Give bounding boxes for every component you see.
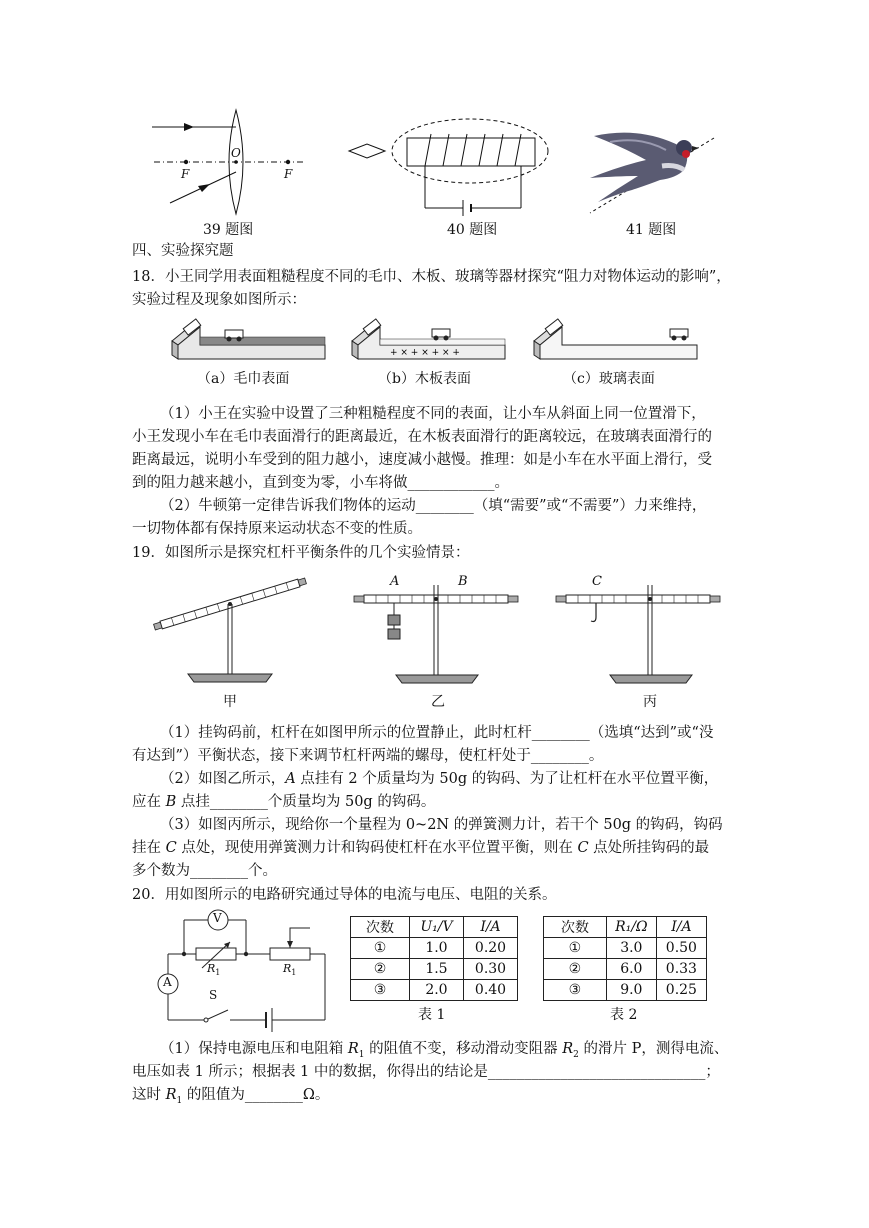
q18-stem-line2: 实验过程及现象如图所示： <box>132 292 306 308</box>
q20-part1-line3 <box>132 1085 329 1111</box>
q18-part1-line4: 到的阻力越来越小，直到变为零，小车将做____________。 <box>132 475 509 491</box>
lens-label-o: O <box>231 146 241 160</box>
q19-caption-yi: 乙 <box>431 694 445 710</box>
text-run: 点处所挂钩码的最 <box>588 840 710 856</box>
q18-part1-line1: （1）小王在实验中设置了三种粗糙程度不同的表面，让小车从斜面上同一位置滑下， <box>160 406 706 422</box>
table-2-caption: 表 2 <box>610 1007 638 1023</box>
q19-part1-line2: 有达到”）平衡状态，接下来调节杠杆两端的螺母，使杠杆处于________。 <box>132 748 604 764</box>
table-row <box>351 959 518 980</box>
lens-label-f-right: F <box>284 167 293 181</box>
q19-figure-yi <box>348 575 523 690</box>
text-run: （1）保持电源电压和电阻箱 <box>160 1041 348 1057</box>
table-header: R₁/Ω <box>606 917 656 938</box>
q18-part1-line2: 小王发现小车在毛巾表面滑行的距离最近，在木板表面滑行的距离较远，在玻璃表面滑行的 <box>132 429 712 445</box>
table-cell: 0.25 <box>656 980 706 1001</box>
switch-label: S <box>209 988 218 1002</box>
table-header: I/A <box>463 917 517 938</box>
r-subscript: 1 <box>291 968 297 978</box>
table-cell: ② <box>544 959 607 980</box>
table-row <box>351 980 518 1001</box>
table-cell: 2.0 <box>409 980 463 1001</box>
table-cell: 3.0 <box>606 938 656 959</box>
q18-caption-c: （c）玻璃表面 <box>563 371 655 387</box>
var-c: C <box>577 840 589 856</box>
section-heading: 四、实验探究题 <box>132 243 234 259</box>
q19-part1-line1: （1）挂钩码前，杠杆在如图甲所示的位置静止，此时杠杆________（选填“达到”或“没 <box>160 725 714 741</box>
var-b: B <box>165 794 177 810</box>
table-cell: 6.0 <box>606 959 656 980</box>
q20-circuit <box>150 906 335 1026</box>
r-subscript: 1 <box>215 968 221 978</box>
q18-part2-line2: 一切物体都有保持原来运动状态不变的性质。 <box>132 521 422 537</box>
caption-41: 41 题图 <box>626 222 677 238</box>
incline-towel <box>170 315 330 365</box>
incline-wood <box>350 315 510 365</box>
var-r: R <box>562 1041 574 1057</box>
table-cell: 0.30 <box>463 959 517 980</box>
table-1-caption: 表 1 <box>418 1007 446 1023</box>
text-run: 的阻值不变，移动滑动变阻器 <box>364 1041 563 1057</box>
table-cell: ③ <box>351 980 410 1001</box>
solenoid-diagram <box>345 110 555 220</box>
q20-part1-line1 <box>160 1039 728 1065</box>
rheostat-label <box>283 962 296 977</box>
swallow-image <box>580 118 720 218</box>
text-run: 点挂________个质量均为 50g 的钩码。 <box>176 794 436 810</box>
var-r: R <box>347 1041 359 1057</box>
var-c: C <box>165 840 177 856</box>
table-cell: ② <box>351 959 410 980</box>
voltmeter-label: V <box>213 911 222 925</box>
table-row <box>351 938 518 959</box>
q19-figure-bing <box>550 575 725 690</box>
lever-with-weights <box>348 575 523 690</box>
lens-diagram <box>150 105 320 215</box>
table-cell: 0.33 <box>656 959 706 980</box>
ammeter-label: A <box>163 975 172 989</box>
q19-label-c: C <box>592 574 602 589</box>
q18-figure-wood <box>350 315 510 365</box>
table-header: 次数 <box>544 917 607 938</box>
q19-figure-jia <box>148 570 313 690</box>
var-r: R <box>165 1087 177 1103</box>
table-cell: ③ <box>544 980 607 1001</box>
table-header: 次数 <box>351 917 410 938</box>
q18-stem-line1: 18．小王同学用表面粗糙程度不同的毛巾、木板、玻璃等器材探究“阻力对物体运动的影响”， <box>132 269 731 285</box>
text-run: 的滑片 P，测得电流、 <box>578 1041 729 1057</box>
r-symbol: R <box>207 962 216 975</box>
incline-glass <box>532 315 702 365</box>
lever-with-hook <box>550 575 725 690</box>
table-cell: 1.5 <box>409 959 463 980</box>
q19-caption-bing: 丙 <box>643 694 657 710</box>
circuit-diagram <box>150 906 335 1026</box>
text-run: 的阻值为________Ω。 <box>182 1087 330 1103</box>
q18-figure-towel <box>170 315 330 365</box>
q18-part1-line3: 距离最远，说明小车受到的阻力越小，速度减小越慢。推理：如是小车在水平面上滑行，受 <box>132 452 712 468</box>
q18-part2-line1: （2）牛顿第一定律告诉我们物体的运动________（填“需要”或“不需要”）力来维持， <box>160 498 707 514</box>
q19-label-a: A <box>390 574 400 589</box>
subscript: 1 <box>358 1049 365 1060</box>
text-run: 这时 <box>132 1087 166 1103</box>
q19-part3-line2 <box>132 838 709 858</box>
var-a: A <box>285 771 296 787</box>
subscript: 1 <box>176 1095 183 1106</box>
text-run: 应在 <box>132 794 166 810</box>
table-row <box>544 980 707 1001</box>
figure-40-solenoid <box>345 110 555 220</box>
table-header-row <box>544 917 707 938</box>
caption-39: 39 题图 <box>203 222 254 238</box>
q19-part2-line2 <box>132 792 435 812</box>
svg-text:+ × + × + × +: + × + × + × + <box>390 348 460 358</box>
table-1 <box>350 916 518 1001</box>
table-cell: ① <box>351 938 410 959</box>
text-run: 点处，现使用弹簧测力计和钩码使杠杆在水平位置平衡，则在 <box>176 840 578 856</box>
q18-caption-a: （a）毛巾表面 <box>197 371 290 387</box>
q19-label-b: B <box>458 574 468 589</box>
q19-caption-jia: 甲 <box>223 694 237 710</box>
figure-41-swallow <box>580 118 720 218</box>
q18-figure-glass <box>532 315 702 365</box>
subscript: 2 <box>573 1049 579 1060</box>
table-row <box>544 938 707 959</box>
table-cell: 0.20 <box>463 938 517 959</box>
text-run: 挂在 <box>132 840 166 856</box>
text-run: （2）如图乙所示， <box>160 771 286 787</box>
q19-part3-line1: （3）如图丙所示，现给你一个量程为 0~2N 的弹簧测力计，若干个 50g 的钩码，钩码 <box>160 817 723 833</box>
q20-part1-line2: 电压如表 1 所示；根据表 1 中的数据，你得出的结论是______________________________； <box>132 1064 720 1080</box>
table-row <box>544 959 707 980</box>
table-header: U₁/V <box>409 917 463 938</box>
q19-part3-line3: 多个数为________个。 <box>132 863 277 879</box>
table-cell: 1.0 <box>409 938 463 959</box>
figure-39-lens <box>150 105 320 215</box>
q19-part2-line1 <box>160 769 718 789</box>
table-cell: 0.50 <box>656 938 706 959</box>
resistor-box-label <box>207 962 220 977</box>
lens-label-f-left: F <box>181 167 190 181</box>
table-header: I/A <box>656 917 706 938</box>
lever-tilted <box>148 570 313 690</box>
caption-40: 40 题图 <box>447 222 498 238</box>
r-symbol: R <box>283 962 292 975</box>
q18-caption-b: （b）木板表面 <box>378 371 471 387</box>
q20-stem: 20．用如图所示的电路研究通过导体的电流与电压、电阻的关系。 <box>132 887 557 903</box>
table-cell: 9.0 <box>606 980 656 1001</box>
table-cell: 0.40 <box>463 980 517 1001</box>
table-header-row <box>351 917 518 938</box>
text-run: 点挂有 2 个质量均为 50g 的钩码、为了让杠杆在水平位置平衡， <box>295 771 719 787</box>
q19-stem: 19．如图所示是探究杠杆平衡条件的几个实验情景： <box>132 545 470 561</box>
table-2 <box>543 916 707 1001</box>
table-cell: ① <box>544 938 607 959</box>
